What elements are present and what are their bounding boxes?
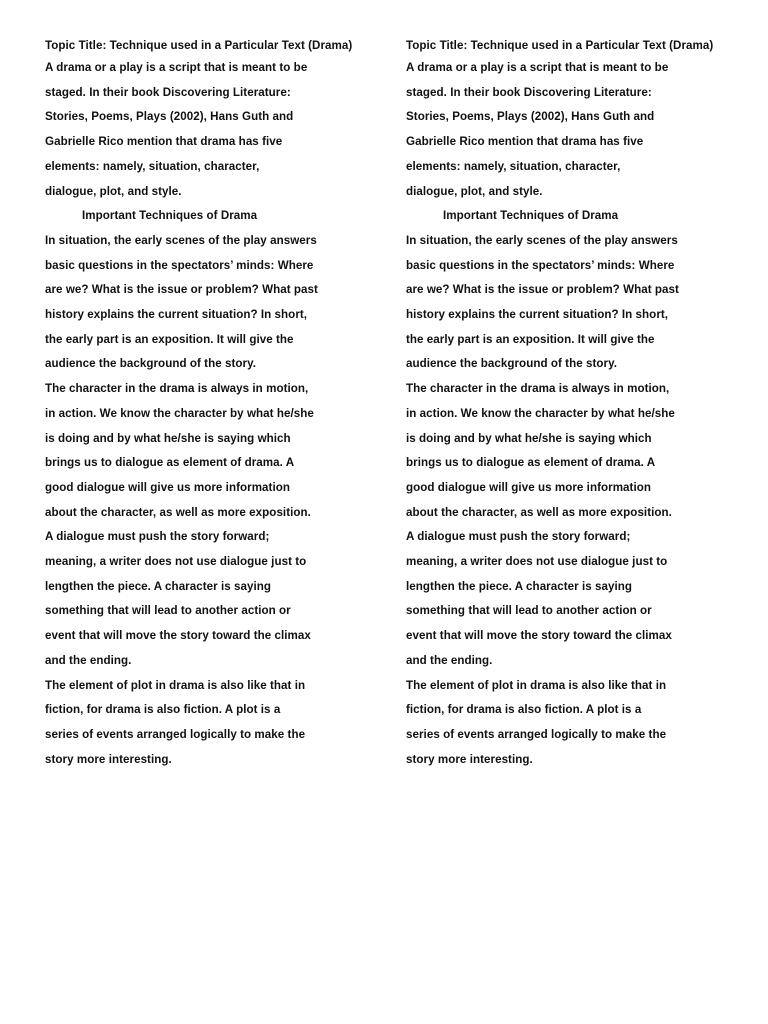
- body-line: something that will lead to another action or: [45, 604, 291, 618]
- body-line: about the character, as well as more exposition.: [45, 505, 311, 519]
- body-line: and the ending.: [45, 653, 132, 667]
- intro-line: Stories, Poems, Plays (2002), Hans Guth and: [45, 110, 294, 124]
- body-line: The element of plot in drama is also like that in: [45, 678, 306, 692]
- intro-line: dialogue, plot, and style.: [45, 184, 182, 198]
- body-line: series of events arranged logically to make the: [45, 727, 306, 741]
- body-line: the early part is an exposition. It will give the: [45, 332, 294, 346]
- body-line: fiction, for drama is also fiction. A plot is a: [406, 703, 642, 717]
- body-line: about the character, as well as more exposition.: [406, 505, 672, 519]
- body-line: A dialogue must push the story forward;: [45, 530, 270, 544]
- body-line: In situation, the early scenes of the play answers: [45, 233, 317, 247]
- topic-title: Topic Title: Technique used in a Particular Text (Drama): [45, 39, 353, 52]
- body-line: story more interesting.: [406, 752, 533, 766]
- body-line: event that will move the story toward the climax: [45, 629, 311, 643]
- body-line: series of events arranged logically to make the: [406, 727, 667, 741]
- body-line: history explains the current situation? In short,: [45, 308, 308, 322]
- intro-line: A drama or a play is a script that is meant to be: [45, 61, 308, 74]
- body-line: event that will move the story toward the climax: [406, 629, 672, 643]
- intro-line: elements: namely, situation, character,: [406, 159, 621, 173]
- intro-line: staged. In their book Discovering Literature:: [45, 85, 291, 99]
- body-line: good dialogue will give us more information: [406, 480, 651, 494]
- body-line: The character in the drama is always in motion,: [45, 382, 309, 396]
- body-line: audience the background of the story.: [406, 357, 617, 371]
- body-line: lengthen the piece. A character is saying: [45, 579, 272, 593]
- body-line: are we? What is the issue or problem? What past: [45, 283, 318, 297]
- body-line: meaning, a writer does not use dialogue just to: [406, 555, 668, 569]
- body-line: the early part is an exposition. It will give the: [406, 332, 655, 346]
- body-line: something that will lead to another action or: [406, 604, 652, 618]
- body-line: in action. We know the character by what he/she: [45, 406, 314, 420]
- body-line: good dialogue will give us more information: [45, 480, 290, 494]
- body-line: story more interesting.: [45, 752, 172, 766]
- intro-line: dialogue, plot, and style.: [406, 184, 543, 198]
- body-line: and the ending.: [406, 653, 493, 667]
- body-line: basic questions in the spectators’ minds: Where: [406, 258, 675, 272]
- intro-line: Gabrielle Rico mention that drama has five: [406, 135, 644, 149]
- body-line: audience the background of the story.: [45, 357, 256, 371]
- intro-line: staged. In their book Discovering Literature:: [406, 85, 652, 99]
- section-heading: Important Techniques of Drama: [82, 209, 258, 223]
- body-line: meaning, a writer does not use dialogue just to: [45, 555, 307, 569]
- body-line: is doing and by what he/she is saying which: [45, 431, 291, 445]
- intro-line: elements: namely, situation, character,: [45, 159, 260, 173]
- body-line: brings us to dialogue as element of drama. A: [45, 456, 295, 470]
- intro-line: Gabrielle Rico mention that drama has five: [45, 135, 283, 149]
- body-line: brings us to dialogue as element of drama. A: [406, 456, 656, 470]
- intro-line: Stories, Poems, Plays (2002), Hans Guth and: [406, 110, 655, 124]
- body-line: The element of plot in drama is also like that in: [406, 678, 667, 692]
- intro-line: A drama or a play is a script that is meant to be: [406, 61, 669, 74]
- body-line: The character in the drama is always in motion,: [406, 382, 670, 396]
- body-line: fiction, for drama is also fiction. A plot is a: [45, 703, 281, 717]
- body-line: in action. We know the character by what he/she: [406, 406, 675, 420]
- body-line: lengthen the piece. A character is saying: [406, 579, 633, 593]
- left-column: [45, 38, 363, 772]
- right-column: [406, 38, 724, 772]
- body-line: A dialogue must push the story forward;: [406, 530, 631, 544]
- body-line: are we? What is the issue or problem? What past: [406, 283, 679, 297]
- body-line: basic questions in the spectators’ minds: Where: [45, 258, 314, 272]
- section-heading: Important Techniques of Drama: [443, 209, 619, 223]
- body-line: is doing and by what he/she is saying which: [406, 431, 652, 445]
- body-line: In situation, the early scenes of the play answers: [406, 233, 678, 247]
- topic-title: Topic Title: Technique used in a Particular Text (Drama): [406, 39, 714, 52]
- body-line: history explains the current situation? In short,: [406, 308, 669, 322]
